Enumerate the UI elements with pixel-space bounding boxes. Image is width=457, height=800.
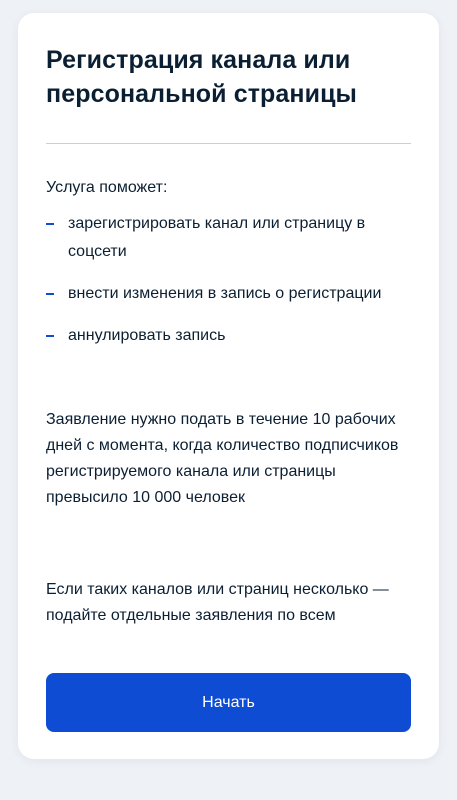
deadline-paragraph: Заявление нужно подать в течение 10 рабочих дней с момента, когда количество подписчиков регистрируемого канала или страницы превысило 10 000 человек [46, 411, 399, 506]
multiple-channels-paragraph: Если таких каналов или страниц несколько — подайте отдельные заявления по всем [46, 581, 389, 624]
list-item [46, 210, 411, 266]
services-intro: Услуга поможет: [46, 179, 168, 196]
service-card [18, 13, 439, 759]
list-item-text: аннулировать запись [68, 327, 226, 344]
list-item-text: зарегистрировать канал или страницу в соцсети [68, 215, 366, 260]
start-button[interactable]: Начать [46, 673, 411, 732]
services-list [46, 210, 411, 364]
page-title: Регистрация канала или персональной страницы [46, 46, 357, 108]
list-item-text: внести изменения в запись о регистрации [68, 285, 382, 302]
dash-bullet-icon [46, 223, 54, 225]
list-item [46, 322, 411, 350]
dash-bullet-icon [46, 335, 54, 337]
list-item [46, 280, 411, 308]
divider [46, 143, 411, 144]
dash-bullet-icon [46, 293, 54, 295]
